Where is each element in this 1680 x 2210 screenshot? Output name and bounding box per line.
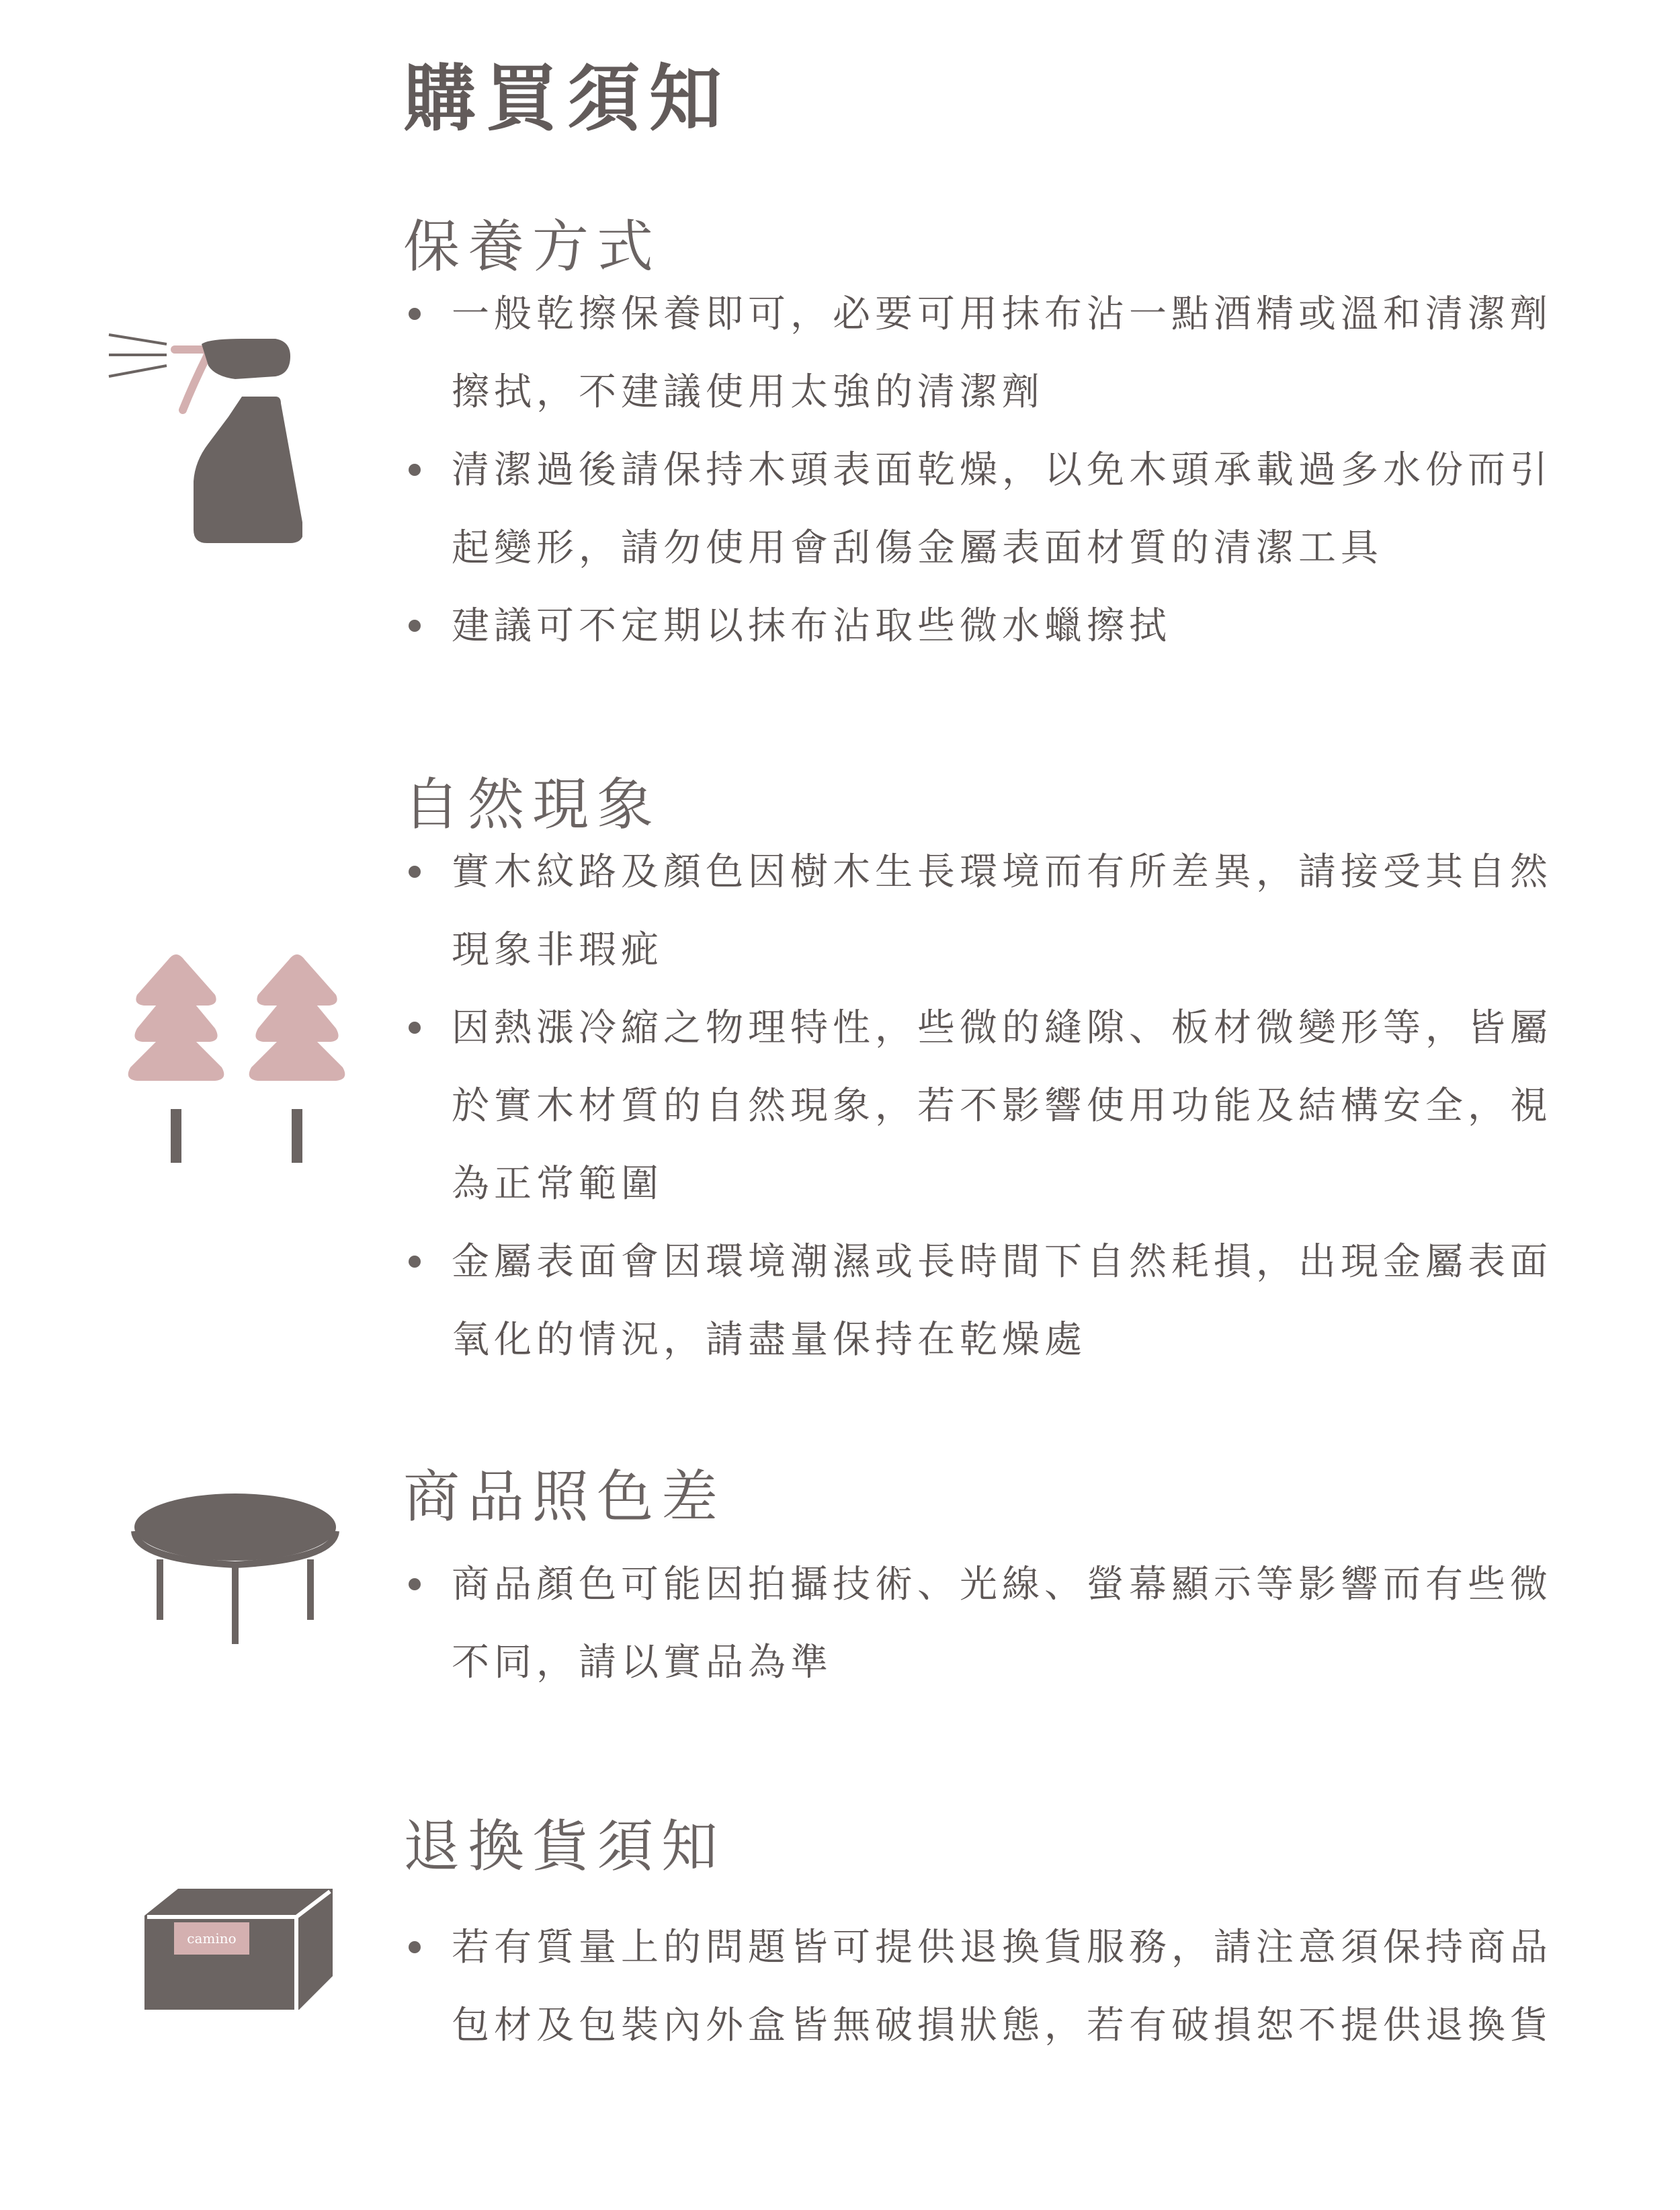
table-icon	[131, 1492, 339, 1647]
box-brand-label: camino	[187, 1930, 237, 1947]
bullet-dot-icon	[409, 866, 421, 878]
list-item: 若有質量上的問題皆可提供退換貨服務，請注意須保持商品包材及包裝內外盒皆無破損狀態，若有破損恕不提供退換貨	[403, 1909, 1559, 2065]
list-item: 建議可不定期以抹布沾取些微水蠟擦拭	[403, 587, 1559, 665]
bullet-dot-icon	[409, 1578, 421, 1590]
section-title: 保養方式	[403, 214, 662, 280]
list-item: 金屬表面會因環境潮濕或長時間下自然耗損，出現金屬表面氧化的情況，請盡量保持在乾燥處	[403, 1223, 1559, 1379]
list-item: 實木紋路及顏色因樹木生長環境而有所差異，請接受其自然現象非瑕疵	[403, 833, 1559, 989]
trees-icon	[128, 954, 349, 1176]
bullet-dot-icon	[409, 1256, 421, 1268]
color-difference-list	[403, 1546, 1559, 1702]
list-item: 商品顏色可能因拍攝技術、光線、螢幕顯示等影響而有些微不同，請以實品為準	[403, 1546, 1559, 1702]
page-title: 購買須知	[403, 57, 732, 141]
box-icon	[144, 1889, 333, 2010]
section-title: 商品照色差	[403, 1464, 726, 1530]
bullet-dot-icon	[409, 1022, 421, 1034]
bullet-dot-icon	[409, 1941, 421, 1953]
section-title: 自然現象	[403, 772, 662, 837]
section-title: 退換貨須知	[403, 1813, 726, 1879]
list-item: 清潔過後請保持木頭表面乾燥，以免木頭承載過多水份而引起變形，請勿使用會刮傷金屬表面材質的清潔工具	[403, 432, 1559, 587]
nature-list	[403, 833, 1559, 1379]
returns-list	[403, 1909, 1559, 2065]
care-list	[403, 276, 1559, 665]
bullet-dot-icon	[409, 308, 421, 320]
list-item: 一般乾擦保養即可，必要可用抹布沾一點酒精或溫和清潔劑擦拭，不建議使用太強的清潔劑	[403, 276, 1559, 432]
list-item: 因熱漲冷縮之物理特性，些微的縫隙、板材微變形等，皆屬於實木材質的自然現象，若不影響使用功能及結構安全，視為正常範圍	[403, 989, 1559, 1223]
bullet-dot-icon	[409, 464, 421, 476]
bullet-dot-icon	[409, 620, 421, 632]
spray-bottle-icon	[108, 329, 302, 544]
